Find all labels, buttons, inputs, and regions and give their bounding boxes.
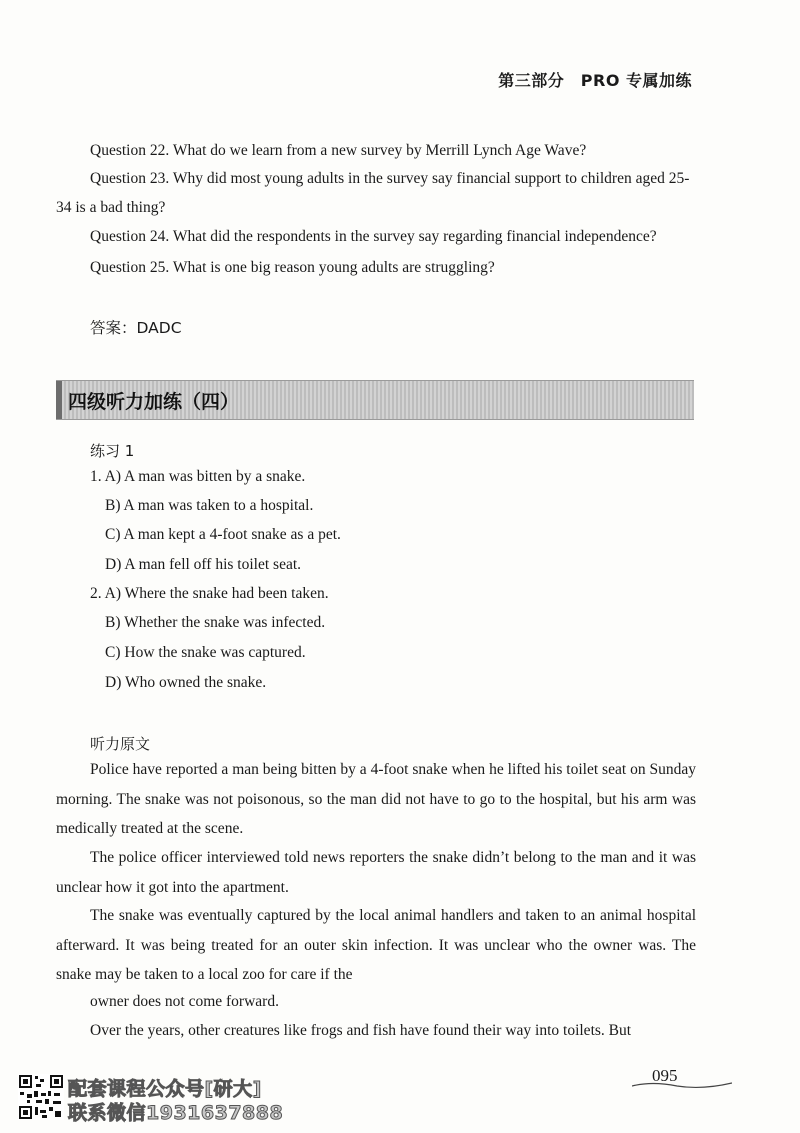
question-2-option-a: 2. A) Where the snake had been taken. xyxy=(90,585,329,602)
transcript-line-continued: owner does not come forward. xyxy=(90,993,279,1010)
page-number: 095 xyxy=(652,1066,678,1085)
section-title: 四级听力加练（四） xyxy=(68,391,240,413)
qr-code-icon xyxy=(18,1074,64,1120)
transcript-label: 听力原文 xyxy=(90,735,151,753)
question-23: Question 23. Why did most young adults in the survey say financial support to children aged 25-34 is a bad thing? xyxy=(56,170,690,216)
question-1-option-a: 1. A) A man was bitten by a snake. xyxy=(90,468,306,485)
exercise-label: 练习 1 xyxy=(90,442,135,460)
transcript-paragraph-4: Over the years, other creatures like frogs and fish have found their way into toilets. But xyxy=(90,1022,632,1039)
section-heading-bar xyxy=(56,380,694,420)
question-2-option-d: D) Who owned the snake. xyxy=(105,674,267,691)
answer-key: 答案：DADC xyxy=(90,319,182,337)
transcript-paragraph-1: Police have reported a man being bitten by a 4-foot snake when he lifted his toilet seat on Sunday morning. The snake was not poisonous, so the man did not have to go to the hospital, but his arm was medically treated at the scene. xyxy=(56,761,696,837)
question-2-option-c: C) How the snake was captured. xyxy=(105,644,306,661)
question-22: Question 22. What do we learn from a new survey by Merrill Lynch Age Wave? xyxy=(90,142,587,159)
question-2-option-b: B) Whether the snake was infected. xyxy=(105,614,326,631)
transcript-paragraph-3: The snake was eventually captured by the local animal handlers and taken to an animal hospital afterward. It was being treated for an outer skin infection. It was unclear who the owner was. The snake may be taken to a local zoo for care if the xyxy=(56,907,696,983)
question-25: Question 25. What is one big reason young adults are struggling? xyxy=(90,259,495,276)
question-1-option-d: D) A man fell off his toilet seat. xyxy=(105,556,302,573)
question-1-option-c: C) A man kept a 4-foot snake as a pet. xyxy=(105,526,341,543)
page-number-ornament xyxy=(632,1080,732,1090)
question-1-option-b: B) A man was taken to a hospital. xyxy=(105,497,314,514)
running-header: 第三部分 PRO 专属加练 xyxy=(498,71,692,90)
question-24: Question 24. What did the respondents in the survey say regarding financial independence? xyxy=(90,228,657,245)
watermark-line-1: 配套课程公众号[研大] xyxy=(68,1078,262,1100)
transcript-paragraph-2: The police officer interviewed told news reporters the snake didn’t belong to the man and it was unclear how it got into the apartment. xyxy=(56,849,696,896)
watermark-line-2: 联系微信1931637888 xyxy=(68,1102,284,1124)
